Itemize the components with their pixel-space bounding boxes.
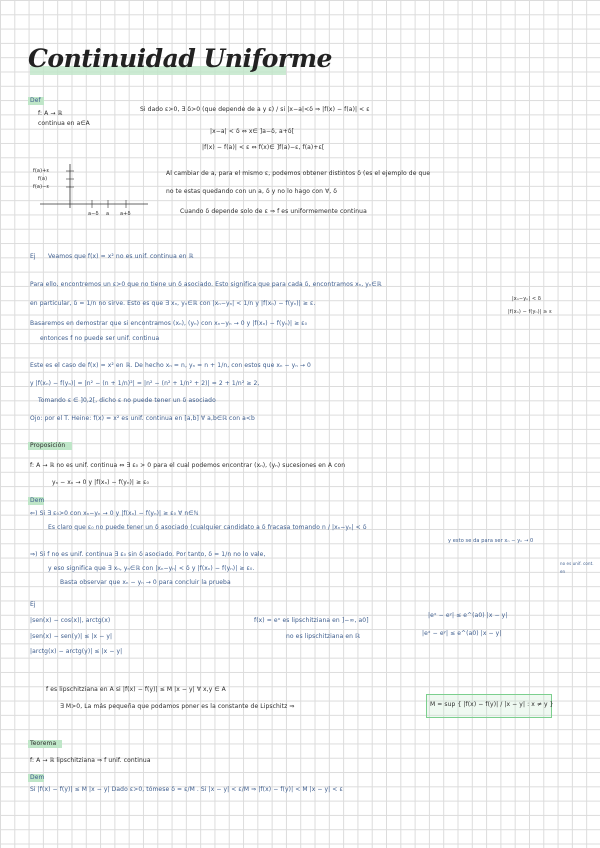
section-label-dem: Dem xyxy=(30,497,45,504)
def-line-3: |f(x) − f(a)| < ε ⇔ f(x)∈ ]f(a)−ε, f(a)+ε[ xyxy=(202,144,325,151)
graph-axis-left: a−δ xyxy=(88,211,99,217)
graph-label-mid: f(a) xyxy=(38,176,48,182)
ej2-c1: |eˣ − eʸ| ≤ e^(a0) |x − y| xyxy=(428,612,508,619)
def-note-2: no te estas quedando con un a, δ y no lo hago con ∀, δ xyxy=(166,188,338,195)
def-function-map: f: A → ℝ xyxy=(38,110,63,117)
ej-line-4: Basaremos en demostrar que si encontramos (xₙ), (yₙ) con xₙ−yₙ → 0 y |f(xₙ) − f(yₙ)| ≥ ε₀ xyxy=(30,320,308,327)
def-line-1: Si dado ε>0, ∃ δ>0 (que depende de a y ε) / si |x−a|<δ ⇒ |f(x) − f(a)| < ε xyxy=(140,106,370,113)
lip-line-1: f es lipschitziana en A si |f(x) − f(y)| ≤ M |x − y| ∀ x,y ∈ A xyxy=(46,686,226,693)
ej-line-2: Para ello, encontremos un ε>0 que no tiene un δ asociado. Esto significa que para cada δ, encontramos xₙ, yₙ∈ℝ xyxy=(30,281,382,288)
ej-side-note-2: |f(xₙ) − f(yₙ)| ≥ ε xyxy=(508,309,552,315)
section-label-proposicion: Proposición xyxy=(30,442,66,449)
dem-side-note: no es unif. cont. en xyxy=(560,561,594,574)
dem-line-5: Basta observar que xₙ − yₙ → 0 para concluir la prueba xyxy=(60,579,231,586)
graph-label-lower: f(a)−ε xyxy=(33,184,50,190)
dem-line-1: ⇐) Si ∃ ε₀>0 con xₙ−yₙ → 0 y |f(xₙ) − f(yₙ)| ≥ ε₀ ∀ n∈ℕ xyxy=(30,510,199,517)
ej2-c2: |eˣ − eʸ| ≤ e^(a0) |x − y| xyxy=(422,630,502,637)
dem-line-2: Es claro que ε₀ no puede tener un δ asociado (cualquier candidato a δ fracasa tomando n / |xₙ−yₙ| < δ xyxy=(48,524,367,531)
def-continuous-label: continua en a∈A xyxy=(38,120,90,127)
section-label-def: Def xyxy=(30,97,41,104)
prop-line-2: yₙ − xₙ → 0 y |f(xₙ) − f(yₙ)| ≥ ε₀ xyxy=(52,479,149,486)
dem-line-2b: y esto se da para ser xₙ − yₙ → 0 xyxy=(448,538,534,544)
def-note-1: Al cambiar de a, para el mismo ε, podemos obtener distintos δ (es el ejemplo de que xyxy=(166,170,431,177)
ej2-a3: |arctg(x) − arctg(y)| ≤ |x − y| xyxy=(30,648,123,655)
section-label-teorema: Teorema xyxy=(30,740,57,747)
graph-axis-right: a+δ xyxy=(120,211,131,217)
prop-line-1: f: A → ℝ no es unif. continua ⇔ ∃ ε₀ > 0 para el cual podemos encontrar (xₙ), (yₙ) sucesiones en A con xyxy=(30,462,346,469)
ej-line-7: y |f(xₙ) − f(yₙ)| = |n² − (n + 1/n)²| = |n² − (n² + 1/n² + 2)| = 2 + 1/n² ≥ 2, xyxy=(30,380,260,387)
dem-line-4: y eso significa que ∃ xₙ, yₙ∈ℝ con |xₙ−yₙ| < δ y |f(xₙ) − f(yₙ)| ≥ ε₀. xyxy=(48,565,255,572)
lip-line-2: ∃ M>0, La más pequeña que podamos poner es la constante de Lipschitz ⇒ xyxy=(60,703,295,710)
dem2-line-1: Si |f(x) − f(y)| ≤ M |x − y| Dado ε>0, tómese δ = ε/M . Si |x − y| < ε/M ⇒ |f(x) − f(y)| < M |x − y| < ε xyxy=(30,786,343,793)
def-note-3: Cuando δ depende solo de ε ⇒ f es uniformemente continua xyxy=(180,208,367,215)
ej-side-note-1: |xₙ−yₙ| < δ xyxy=(512,296,541,302)
section-label-ej2: Ej xyxy=(30,601,36,608)
ej2-b1: f(x) = eˣ es lipschitziana en ]−∞, a0] xyxy=(254,617,369,624)
page-title: Continuidad Uniforme xyxy=(28,44,332,73)
graph-axis-center: a xyxy=(106,211,110,217)
ej-line-6: Este es el caso de f(x) = x² en ℝ. De hecho xₙ = n, yₙ = n + 1/n, con estos que xₙ − yₙ → 0 xyxy=(30,362,311,369)
ej-line-9: Ojo: por el T. Heine: f(x) = x² es unif. continua en [a,b] ∀ a,b∈ℝ con a<b xyxy=(30,415,255,422)
ej2-a2: |sen(x) − sen(y)| ≤ |x − y| xyxy=(30,633,113,640)
ej-line-5: entonces f no puede ser unif. continua xyxy=(40,335,160,342)
section-label-dem2: Dem xyxy=(30,774,45,781)
ej2-b2: no es lipschitziana en ℝ xyxy=(286,633,360,640)
ej-line-3: en particular, δ = 1/n no sirve. Esto es que ∃ xₙ, yₙ∈ℝ con |xₙ−yₙ| < 1/n y |f(xₙ) − f(yₙ)| ≥ ε. xyxy=(30,300,316,307)
teo-line-1: f: A → ℝ lipschitziana ⇒ f unif. continua xyxy=(30,757,151,764)
def-line-2: |x−a| < δ ⇔ x∈ ]a−δ, a+δ[ xyxy=(210,128,295,135)
section-label-ej: Ej xyxy=(30,253,36,260)
ej-line-8: Tomando ε ∈ ]0,2[, dicho ε no puede tener un δ asociado xyxy=(38,397,216,404)
ej-line-1: Veamos que f(x) = x² no es unif. continua en ℝ xyxy=(48,253,194,260)
dem-line-3: ⇒) Si f no es unif. continua ∃ ε₀ sin δ asociado. Por tanto, δ = 1/n no lo vale, xyxy=(30,551,266,558)
graph-label-upper: f(a)+ε xyxy=(33,168,50,174)
lip-box-formula: M = sup { |f(x) − f(y)| / |x − y| : x ≠ y } xyxy=(430,701,554,708)
ej2-a1: |sen(x) − cos(x)|, arctg(x) xyxy=(30,617,111,624)
